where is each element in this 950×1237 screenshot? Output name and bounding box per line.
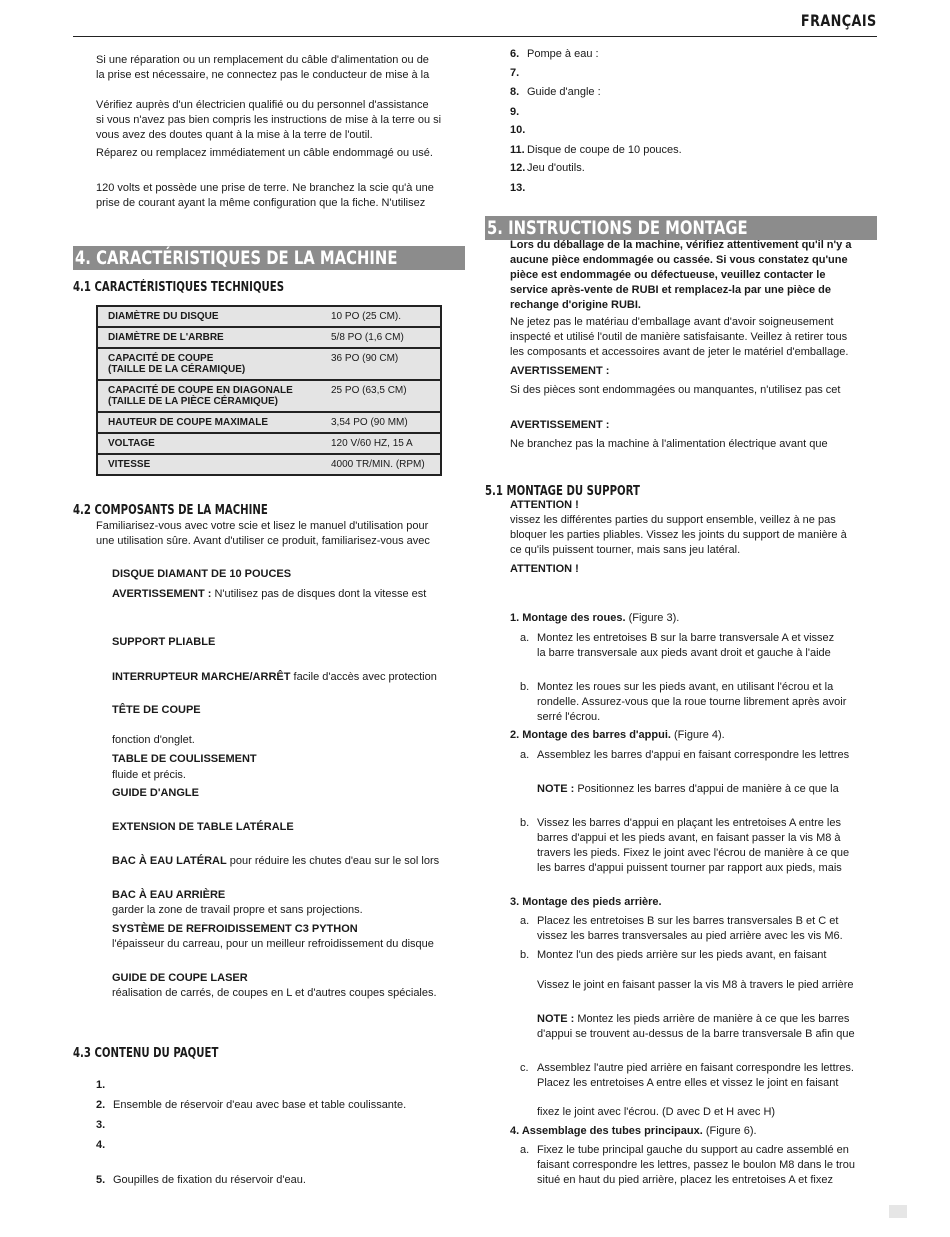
spec-label: CAPACITÉ DE COUPE (TAILLE DE LA CÉRAMIQUE) — [97, 348, 321, 380]
step-title: 4. Assemblage des tubes principaux. (Figure 6). — [510, 1125, 757, 1137]
text-line: Vérifiez auprès d'un électricien qualifié ou du personnel d'assistance — [96, 99, 429, 111]
item-number: 4. — [96, 1139, 106, 1151]
section-5-1-heading: 5.1 MONTAGE DU SUPPORT — [485, 484, 640, 499]
text-line: Placez les entretoises A entre elles et vissez le joint en faisant — [537, 1077, 839, 1089]
text-line: inspecté et utilisé l'outil de manière satisfaisante. Veillez à retirer tous — [510, 331, 848, 343]
step-letter: b. — [520, 949, 530, 961]
text-line: serré l'écrou. — [537, 711, 601, 723]
text-line: ce qu'ils puissent tourner, mais sans jeu latéral. — [510, 544, 741, 556]
spec-value: 25 PO (63,5 CM) — [321, 380, 441, 412]
component-text: AVERTISSEMENT : N'utilisez pas de disques dont la vitesse est — [112, 588, 427, 600]
spec-label: DIAMÈTRE DU DISQUE — [97, 306, 321, 327]
component-title: SUPPORT PLIABLE — [112, 636, 216, 648]
spec-value: 36 PO (90 CM) — [321, 348, 441, 380]
page-marker — [889, 1205, 907, 1218]
package-item — [510, 161, 585, 175]
component-title: BAC À EAU ARRIÈRE — [112, 889, 226, 901]
spec-row — [97, 380, 441, 412]
text-line: rondelle. Assurez-vous que la roue tourne librement après avoir — [537, 696, 847, 708]
text-line: Ne branchez pas la machine à l'alimentation électrique avant que — [510, 438, 828, 450]
component-text: INTERRUPTEUR MARCHE/ARRÊT facile d'accès avec protection — [112, 671, 437, 683]
package-item — [510, 85, 601, 99]
component-title: GUIDE D'ANGLE — [112, 787, 199, 799]
component-text: l'épaisseur du carreau, pour un meilleur refroidissement du disque — [112, 938, 434, 950]
item-label: Ensemble de réservoir d'eau avec base et table coulissante. — [113, 1099, 407, 1111]
text-line: Montez l'un des pieds arrière sur les pieds avant, en faisant — [537, 949, 827, 961]
spec-value: 3,54 PO (90 MM) — [321, 412, 441, 433]
item-number: 6. — [510, 48, 520, 60]
item-label: Pompe à eau : — [527, 48, 599, 60]
package-item — [510, 105, 527, 119]
text-line: service après-vente de RUBI et remplacez-la par une pièce de — [510, 284, 831, 296]
spec-label: DIAMÈTRE DE L'ARBRE — [97, 327, 321, 348]
spec-row — [97, 454, 441, 475]
step-letter: b. — [520, 681, 530, 693]
text-line: d'appui se trouvent au-dessus de la barre transversale B afin que — [537, 1028, 855, 1040]
text-line: prise de courant ayant la même configuration que la fiche. N'utilisez — [96, 197, 426, 209]
item-number: 12. — [510, 162, 526, 174]
spec-label: VOLTAGE — [97, 433, 321, 454]
spec-value: 5/8 PO (1,6 CM) — [321, 327, 441, 348]
text-line: les composants et accessoires avant de jeter le matériel d'emballage. — [510, 346, 849, 358]
header-rule — [73, 36, 877, 37]
text-line: bloquer les parties pliables. Vissez les joints du support de manière à — [510, 529, 847, 541]
item-number: 3. — [96, 1119, 106, 1131]
section-4-2-heading: 4.2 COMPOSANTS DE LA MACHINE — [73, 503, 268, 518]
spec-row — [97, 433, 441, 454]
component-text: BAC À EAU LATÉRAL pour réduire les chutes d'eau sur le sol lors — [112, 855, 440, 867]
text-line: une utilisation sûre. Avant d'utiliser ce produit, familiarisez-vous avec — [96, 535, 430, 547]
note: NOTE : Positionnez les barres d'appui de manière à ce que la — [537, 783, 839, 795]
text-line: travers les pieds. Fixez le joint avec l'écrou de manière à ce que — [537, 847, 850, 859]
section-4-3-heading: 4.3 CONTENU DU PAQUET — [73, 1046, 219, 1061]
component-title: DISQUE DIAMANT DE 10 POUCES — [112, 568, 292, 580]
attention-label: ATTENTION ! — [510, 563, 579, 575]
note: NOTE : Montez les pieds arrière de manière à ce que les barres — [537, 1013, 850, 1025]
text-line: Lors du déballage de la machine, vérifiez attentivement qu'il n'y a — [510, 239, 852, 251]
text-line: la prise est nécessaire, ne connectez pas le conducteur de mise à la — [96, 69, 430, 81]
section-5-heading: 5. INSTRUCTIONS DE MONTAGE — [485, 216, 877, 240]
item-label: Goupilles de fixation du réservoir d'eau. — [113, 1174, 306, 1186]
warning-label: AVERTISSEMENT : — [510, 365, 610, 377]
text-line: Montez les roues sur les pieds avant, en utilisant l'écrou et la — [537, 681, 834, 693]
package-item — [96, 1138, 113, 1152]
text-line: faisant correspondre les lettres, passez le boulon M8 dans le trou — [537, 1159, 855, 1171]
text-line: Si des pièces sont endommagées ou manquantes, n'utilisez pas cet — [510, 384, 841, 396]
item-number: 11. — [510, 144, 525, 156]
package-item — [510, 66, 527, 80]
spec-value: 4000 TR/MIN. (RPM) — [321, 454, 441, 475]
text-line: Vissez les barres d'appui en plaçant les entretoises A entre les — [537, 817, 841, 829]
text-line: Vissez le joint en faisant passer la vis M8 à travers le pied arrière — [537, 979, 854, 991]
step-title: 2. Montage des barres d'appui. (Figure 4). — [510, 729, 725, 741]
package-item — [510, 47, 599, 61]
package-item — [96, 1118, 113, 1132]
item-label: Disque de coupe de 10 pouces. — [527, 144, 682, 156]
text-line: Familiarisez-vous avec votre scie et lisez le manuel d'utilisation pour — [96, 520, 429, 532]
package-item — [510, 123, 527, 137]
item-number: 10. — [510, 124, 526, 136]
package-item — [510, 143, 682, 157]
component-title: TÊTE DE COUPE — [112, 704, 201, 716]
step-letter: c. — [520, 1062, 529, 1074]
package-item — [96, 1078, 113, 1092]
text-line: fixez le joint avec l'écrou. (D avec D et H avec H) — [537, 1106, 776, 1118]
text-line: vissez les barres transversales au pied arrière avec les vis M6. — [537, 930, 843, 942]
package-item — [96, 1098, 406, 1112]
text-line: Réparez ou remplacez immédiatement un câble endommagé ou usé. — [96, 147, 433, 159]
text-line: aucune pièce endommagée ou cassée. Si vous constatez qu'une — [510, 254, 848, 266]
text-line: Ne jetez pas le matériau d'emballage avant d'avoir soigneusement — [510, 316, 834, 328]
text-line: barres d'appui et les pieds avant, en faisant passer la vis M8 à — [537, 832, 841, 844]
component-text: réalisation de carrés, de coupes en L et d'autres coupes spéciales. — [112, 987, 437, 999]
text-line: Si une réparation ou un remplacement du câble d'alimentation ou de — [96, 54, 429, 66]
item-number: 2. — [96, 1099, 106, 1111]
text-line: 120 volts et possède une prise de terre. Ne branchez la scie qu'à une — [96, 182, 434, 194]
text-line: vous avez des doutes quant à la mise à la terre de l'outil. — [96, 129, 373, 141]
text-line: les barres d'appui puissent tourner par rapport aux pieds, mais — [537, 862, 842, 874]
step-letter: a. — [520, 1144, 530, 1156]
section-4-1-heading: 4.1 CARACTÉRISTIQUES TECHNIQUES — [73, 280, 285, 295]
component-title: GUIDE DE COUPE LASER — [112, 972, 248, 984]
item-label: Guide d'angle : — [527, 86, 601, 98]
step-title: 1. Montage des roues. (Figure 3). — [510, 612, 680, 624]
text-line: vissez les différentes parties du support ensemble, veillez à ne pas — [510, 514, 836, 526]
item-number: 13. — [510, 182, 526, 194]
component-title: SYSTÈME DE REFROIDISSEMENT C3 PYTHON — [112, 923, 358, 935]
text-line: Fixez le tube principal gauche du support au cadre assemblé en — [537, 1144, 849, 1156]
package-item — [510, 181, 527, 195]
step-letter: a. — [520, 632, 530, 644]
component-text: garder la zone de travail propre et sans projections. — [112, 904, 363, 916]
spec-label: VITESSE — [97, 454, 321, 475]
spec-label: CAPACITÉ DE COUPE EN DIAGONALE (TAILLE DE LA PIÈCE CÉRAMIQUE) — [97, 380, 321, 412]
text-line: rechange d'origine RUBI. — [510, 299, 641, 311]
step-title: 3. Montage des pieds arrière. — [510, 896, 662, 908]
text-line: situé en haut du pied arrière, placez les entretoises A et fixez — [537, 1174, 833, 1186]
text-line: Montez les entretoises B sur la barre transversale A et vissez — [537, 632, 835, 644]
text-line: Assemblez l'autre pied arrière en faisant correspondre les lettres. — [537, 1062, 854, 1074]
text-line: pièce est endommagée ou défectueuse, veuillez contacter le — [510, 269, 826, 281]
text-line: Assemblez les barres d'appui en faisant correspondre les lettres — [537, 749, 850, 761]
section-4-heading: 4. CARACTÉRISTIQUES DE LA MACHINE — [73, 246, 465, 270]
text-line: si vous n'avez pas bien compris les instructions de mise à la terre ou si — [96, 114, 442, 126]
item-number: 5. — [96, 1174, 106, 1186]
component-text: fluide et précis. — [112, 769, 186, 781]
spec-row — [97, 412, 441, 433]
component-title: TABLE DE COULISSEMENT — [112, 753, 257, 765]
spec-row — [97, 348, 441, 380]
language-header: FRANÇAIS — [801, 11, 877, 30]
item-number: 7. — [510, 67, 520, 79]
item-label: Jeu d'outils. — [527, 162, 585, 174]
step-letter: a. — [520, 915, 530, 927]
spec-label: HAUTEUR DE COUPE MAXIMALE — [97, 412, 321, 433]
text-line: la barre transversale aux pieds avant droit et gauche à l'aide — [537, 647, 831, 659]
attention-label: ATTENTION ! — [510, 499, 579, 511]
spec-value: 10 PO (25 CM). — [321, 306, 441, 327]
step-letter: a. — [520, 749, 530, 761]
component-text: fonction d'onglet. — [112, 734, 195, 746]
package-item — [96, 1173, 306, 1187]
item-number: 1. — [96, 1079, 106, 1091]
spec-value: 120 V/60 HZ, 15 A — [321, 433, 441, 454]
specs-table — [96, 305, 442, 476]
component-title: EXTENSION DE TABLE LATÉRALE — [112, 821, 294, 833]
step-letter: b. — [520, 817, 530, 829]
spec-row — [97, 327, 441, 348]
item-number: 8. — [510, 86, 520, 98]
warning-label: AVERTISSEMENT : — [510, 419, 610, 431]
spec-row — [97, 306, 441, 327]
item-number: 9. — [510, 106, 520, 118]
text-line: Placez les entretoises B sur les barres transversales B et C et — [537, 915, 839, 927]
